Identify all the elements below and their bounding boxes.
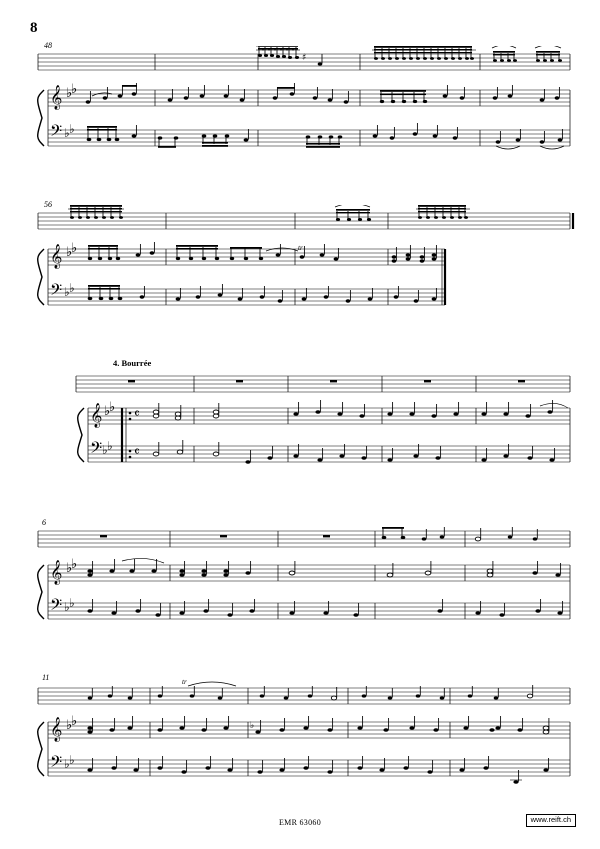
piano-rh-notes-2 — [88, 242, 437, 263]
piano-lh-notes-4 — [87, 599, 562, 617]
staff-solo-3 — [76, 376, 570, 392]
svg-text:♭: ♭ — [66, 86, 73, 101]
svg-text:♭: ♭ — [69, 281, 75, 295]
staff-piano-lh-2 — [48, 289, 445, 305]
treble-clef-icon: 𝄞 — [90, 403, 103, 427]
footer-publisher-url[interactable]: www.reift.ch — [526, 814, 576, 827]
treble-clef-icon: 𝄞 — [50, 85, 63, 109]
piano-lh-notes-2 — [88, 284, 437, 303]
measure-number-56: 56 — [44, 200, 52, 209]
svg-text:♭: ♭ — [102, 443, 108, 457]
svg-text:𝄴: 𝄴 — [134, 445, 140, 460]
solo-whole-rests-2 — [100, 535, 330, 537]
piano-lh-notes-1 — [87, 123, 564, 149]
piano-rh-notes-3 — [153, 400, 568, 420]
piano-lh-notes-3 — [153, 440, 554, 464]
measure-number-6: 6 — [42, 518, 46, 527]
measure-number-11: 11 — [42, 673, 50, 682]
system-1 — [30, 46, 575, 168]
trill-marking: tr — [298, 244, 303, 252]
bass-clef-icon: 𝄢 — [50, 281, 63, 303]
staff-piano-lh-3 — [88, 446, 570, 462]
staff-piano-rh — [48, 90, 570, 106]
piano-rh-notes-4 — [87, 558, 560, 577]
svg-text:♭: ♭ — [66, 718, 73, 733]
system-4 — [30, 523, 575, 638]
piano-rh-notes-1 — [86, 83, 560, 104]
svg-text:♭: ♭ — [71, 714, 78, 729]
measure-number-48: 48 — [44, 41, 52, 50]
trill-marking-2: tr — [182, 678, 187, 686]
staff-solo-5 — [38, 688, 570, 704]
treble-clef-icon: 𝄞 — [50, 244, 63, 268]
svg-text:♭: ♭ — [109, 400, 116, 415]
footer-catalog-number: EMR 63060 — [278, 818, 322, 827]
system-2 — [30, 205, 575, 327]
solo-notes-8 — [88, 678, 533, 700]
system-3 — [70, 368, 575, 480]
svg-text:♭: ♭ — [104, 404, 111, 419]
staff-solo-2 — [38, 213, 570, 229]
treble-clef-icon: 𝄞 — [50, 560, 63, 584]
svg-text:♭: ♭ — [66, 561, 73, 576]
svg-text:♭: ♭ — [64, 600, 70, 614]
treble-clef-icon: 𝄞 — [50, 717, 63, 741]
solo-notes-1 — [256, 46, 322, 66]
svg-text:♭: ♭ — [71, 82, 78, 97]
svg-text:♭: ♭ — [69, 753, 75, 767]
svg-text:♭: ♭ — [64, 285, 70, 299]
svg-text:♭: ♭ — [71, 241, 78, 256]
page-number: 8 — [30, 20, 38, 36]
svg-text:𝄴: 𝄴 — [134, 407, 140, 422]
svg-text:♭: ♭ — [69, 122, 75, 136]
staff-piano-lh-4 — [48, 603, 570, 619]
svg-text:♭: ♭ — [250, 721, 255, 731]
svg-text:♭: ♭ — [64, 126, 70, 140]
svg-text:♭: ♭ — [69, 596, 75, 610]
staff-piano-rh-3 — [88, 408, 570, 424]
system-5 — [30, 678, 575, 798]
svg-text:♭: ♭ — [71, 557, 78, 572]
solo-notes-5 — [335, 205, 371, 221]
svg-text:♭: ♭ — [107, 439, 113, 453]
piano-rh-notes-5 — [87, 716, 549, 734]
bass-clef-icon: 𝄢 — [90, 439, 103, 461]
staff-solo-4 — [38, 531, 570, 547]
svg-text:♯: ♯ — [302, 53, 307, 63]
svg-text:♭: ♭ — [64, 757, 70, 771]
solo-whole-rests — [128, 380, 525, 382]
svg-text:♭: ♭ — [66, 245, 73, 260]
bass-clef-icon: 𝄢 — [50, 596, 63, 618]
bass-clef-icon: 𝄢 — [50, 122, 63, 144]
bass-clef-icon: 𝄢 — [50, 753, 63, 775]
movement-title: 4. Bourrée — [113, 358, 152, 368]
